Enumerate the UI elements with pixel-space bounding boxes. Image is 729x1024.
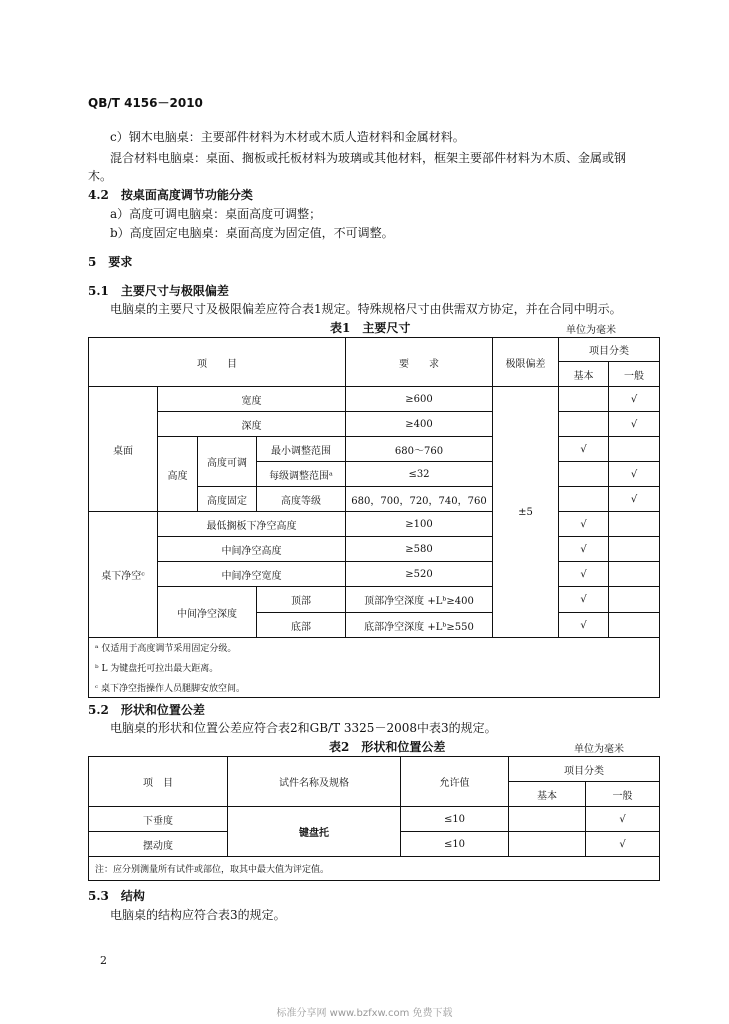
t1-width-general: √ [609, 387, 660, 412]
t1-desk: 桌面 [89, 387, 158, 512]
t1-head-cls: 项目分类 [559, 338, 660, 362]
t1-head-item: 项 目 [89, 338, 346, 387]
para-mixed-1: 混合材料电脑桌：桌面、搁板或托板材料为玻璃或其他材料，框架主要部件材料为木质、金属或钢 [110, 151, 627, 165]
t1-adjustable: 高度可调 [198, 437, 257, 487]
t1-shelf-general [609, 512, 660, 537]
t1-mid-width-req: ≥520 [346, 562, 493, 587]
t1-tolerance: ±5 [493, 387, 559, 638]
t1-bottom-req: 底部净空深度 +Lᵇ≥550 [346, 613, 493, 638]
t2-sway-general: √ [586, 832, 660, 857]
t1-depth: 深度 [158, 412, 346, 437]
table2 [88, 756, 660, 881]
t1-shelf: 最低搁板下净空高度 [158, 512, 346, 537]
table2-caption: 表2 形状和位置公差 [329, 740, 446, 754]
t1-height: 高度 [158, 437, 198, 512]
t1-top-basic: √ [559, 587, 609, 613]
t1-grade-basic [559, 487, 609, 512]
t2-sag-basic [509, 807, 586, 832]
t1-mid-height-general [609, 537, 660, 562]
t1-mid-width: 中间净空宽度 [158, 562, 346, 587]
t1-top: 顶部 [257, 587, 346, 613]
para-b: b）高度固定电脑桌：桌面高度为固定值，不可调整。 [110, 226, 394, 240]
t1-note-a: ᵃ 仅适用于高度调节采用固定分级。 [89, 638, 660, 658]
t1-note-c: ᶜ 桌下净空指操作人员腿脚安放空间。 [89, 678, 660, 698]
t1-mid-depth: 中间净空深度 [158, 587, 257, 638]
table1-caption: 表1 主要尺寸 [330, 321, 411, 335]
table1-unit: 单位为毫米 [566, 325, 616, 336]
t1-step: 每级调整范围ᵃ [257, 462, 346, 487]
t1-note-b: ᵇ L 为键盘托可拉出最大距离。 [89, 658, 660, 678]
t2-note: 注：应分别测量所有试件或部位，取其中最大值为评定值。 [89, 857, 660, 881]
t2-sway-value: ≤10 [401, 832, 509, 857]
t1-top-general [609, 587, 660, 613]
para-a: a）高度可调电脑桌：桌面高度可调整； [110, 207, 322, 221]
t1-mid-height-req: ≥580 [346, 537, 493, 562]
para-c: c）钢木电脑桌：主要部件材料为木材或木质人造材料和金属材料。 [110, 130, 465, 144]
t2-sag-value: ≤10 [401, 807, 509, 832]
t1-head-tol: 极限偏差 [493, 338, 559, 387]
watermark: 标准分享网 www.bzfxw.com 免费下载 [276, 1008, 453, 1019]
section-5-2: 5.2 形状和位置公差 [88, 703, 205, 717]
para-mixed-2: 木。 [88, 169, 113, 183]
t1-top-req: 顶部净空深度 +Lᵇ≥400 [346, 587, 493, 613]
section-5: 5 要求 [88, 255, 133, 269]
t1-width-basic [559, 387, 609, 412]
section-5-3: 5.3 结构 [88, 889, 145, 903]
t1-shelf-req: ≥100 [346, 512, 493, 537]
t1-under: 桌下净空ᶜ [89, 512, 158, 638]
t1-fixed: 高度固定 [198, 487, 257, 512]
t2-sag-general: √ [586, 807, 660, 832]
t1-bottom-general [609, 613, 660, 638]
t1-step-req: ≤32 [346, 462, 493, 487]
t1-head-general: 一般 [609, 362, 660, 387]
t1-step-general: √ [609, 462, 660, 487]
t1-bottom-basic: √ [559, 613, 609, 638]
t1-mid-width-basic: √ [559, 562, 609, 587]
t1-step-basic [559, 462, 609, 487]
t1-width: 宽度 [158, 387, 346, 412]
t2-head-item: 项 目 [89, 757, 228, 807]
t1-depth-basic [559, 412, 609, 437]
t1-mid-width-general [609, 562, 660, 587]
para-5-2: 电脑桌的形状和位置公差应符合表2和GB/T 3325－2008中表3的规定。 [110, 721, 497, 735]
t1-bottom: 底部 [257, 613, 346, 638]
t1-depth-general: √ [609, 412, 660, 437]
t1-grade-req: 680，700，720，740，760 [346, 487, 493, 512]
t1-min-range-req: 680～760 [346, 437, 493, 462]
t2-head-general: 一般 [586, 782, 660, 807]
t1-grade-general: √ [609, 487, 660, 512]
t2-sway-basic [509, 832, 586, 857]
table1 [88, 337, 660, 698]
t1-grade: 高度等级 [257, 487, 346, 512]
table2-unit: 单位为毫米 [574, 744, 624, 755]
para-5-3: 电脑桌的结构应符合表3的规定。 [110, 908, 286, 922]
t1-min-range-general [609, 437, 660, 462]
t2-head-allow: 允许值 [401, 757, 509, 807]
standard-number: QB/T 4156－2010 [88, 96, 203, 110]
t1-min-range: 最小调整范围 [257, 437, 346, 462]
section-4-2: 4.2 按桌面高度调节功能分类 [88, 188, 253, 202]
t2-sag: 下垂度 [89, 807, 228, 832]
section-5-1: 5.1 主要尺寸与极限偏差 [88, 284, 229, 298]
t2-head-basic: 基本 [509, 782, 586, 807]
t1-width-req: ≥600 [346, 387, 493, 412]
t1-head-basic: 基本 [559, 362, 609, 387]
t2-head-spec: 试件名称及规格 [228, 757, 401, 807]
t1-mid-height: 中间净空高度 [158, 537, 346, 562]
t2-head-cls: 项目分类 [509, 757, 660, 782]
t1-shelf-basic: √ [559, 512, 609, 537]
t1-depth-req: ≥400 [346, 412, 493, 437]
t1-mid-height-basic: √ [559, 537, 609, 562]
t1-head-req: 要 求 [346, 338, 493, 387]
para-5-1: 电脑桌的主要尺寸及极限偏差应符合表1规定。特殊规格尺寸由供需双方协定，并在合同中明示。 [110, 302, 622, 316]
t1-min-range-basic: √ [559, 437, 609, 462]
t2-sway: 摆动度 [89, 832, 228, 857]
page-number: 2 [100, 954, 107, 967]
t2-keyboard-tray: 键盘托 [228, 807, 401, 857]
